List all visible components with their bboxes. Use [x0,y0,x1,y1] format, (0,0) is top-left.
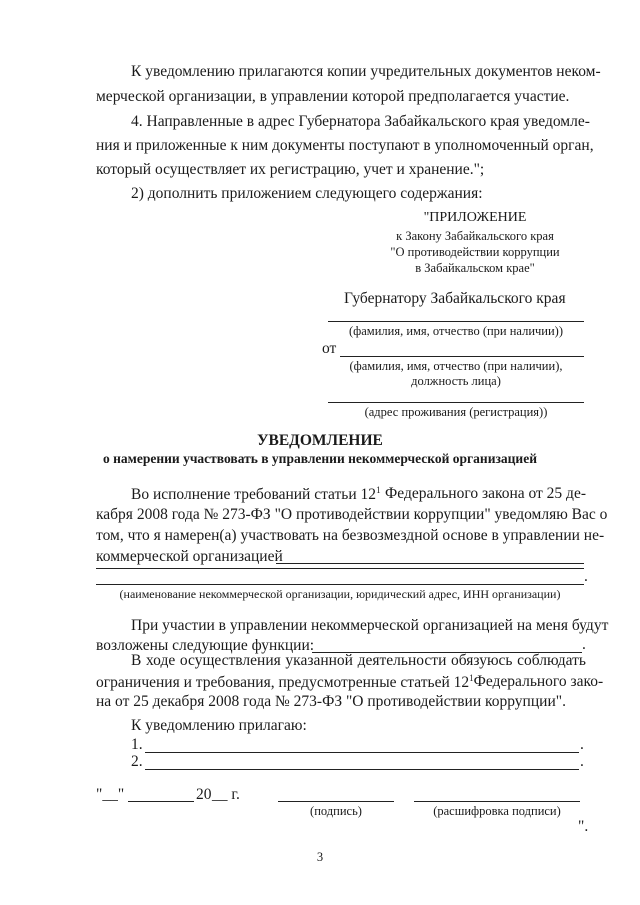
obligations-line-2b: Федерального зако- [473,673,604,690]
attachments-label: К уведомлению прилагаю: [131,717,307,734]
date-day: "__" [96,786,125,803]
notice-body-line-1a: Во исполнение требований статьи 12 [131,486,377,504]
from-line [340,356,584,357]
date-year-prefix: 20 [196,786,212,803]
attachment-2-line [145,769,579,770]
notice-body-line-4: коммерческой организацией [96,548,283,565]
caption-fio: (фамилия, имя, отчество (при наличии)) [348,324,563,338]
attachment-1-dot: . [580,736,584,753]
notice-title: УВЕДОМЛЕНИЕ [257,432,383,449]
date-year-suffix: __ г. [212,786,240,803]
from-label: от [322,340,337,357]
address-line [328,402,584,403]
caption-fio-position-1: (фамилия, имя, отчество (при наличии), [349,359,563,373]
notice-subtitle: о намерении участвовать в управлении некоммерческой организацией [103,451,537,466]
attachment-1-line [145,752,579,753]
obligations-line-2a: ограничения и требования, предусмотренные статьей 12 [96,674,470,692]
amendment-item-2: 2) дополнить приложением следующего содержания: [131,185,483,202]
org-name-line-3 [96,584,584,585]
notice-body-line-2: кабря 2008 года № 273-ФЗ "О противодействии коррупции" уведомляю Вас о [96,506,608,523]
intro-line-1: К уведомлению прилагаются копии учредительных документов неком- [131,63,601,80]
functions-line-1: При участии в управлении некоммерческой организацией на меня будут [131,617,609,634]
paragraph-4-line-3: который осуществляет их регистрацию, учет и хранение."; [96,161,485,178]
attachment-2-dot: . [580,753,584,770]
notice-body-superscript: 1 [376,485,381,495]
fio-line [328,321,584,322]
intro-line-2: мерческой организации, в управлении которой предполагается участие. [96,88,570,105]
closing-quote: ". [578,818,589,835]
paragraph-4-line-1: 4. Направленные в адрес Губернатора Забайкальского края уведомле- [131,113,590,130]
functions-end-dot: . [582,636,586,653]
caption-fio-position-2: должность лица) [411,374,501,388]
obligations-line-3: на от 25 декабря 2008 года № 273-ФЗ "О противодействии коррупции". [96,693,566,710]
caption-signature-decode: (расшифровка подписи) [433,804,561,818]
appendix-line-2: к Закону Забайкальского края [396,229,554,243]
appendix-line-4: в Забайкальском крае" [415,261,535,275]
appendix-title: "ПРИЛОЖЕНИЕ [423,210,527,225]
signature-line [278,801,394,802]
attachment-2-number: 2. [131,753,143,770]
addressee-to: Губернатору Забайкальского края [344,290,566,307]
signature-decode-line [414,801,580,802]
obligations-superscript: 1 [469,673,474,683]
appendix-line-3: "О противодействии коррупции [390,245,560,259]
org-name-line-1 [276,563,584,564]
functions-line-2: возложены следующие функции: [96,637,315,654]
paragraph-4-line-2: ния и приложенные к ним документы поступают в уполномоченный орган, [96,137,594,154]
notice-body-line-3: том, что я намерен(а) участвовать на безвозмездной основе в управлении не- [96,527,605,544]
org-name-line-2 [96,568,584,569]
org-name-end-dot: . [584,568,588,585]
obligations-line-1: В ходе осуществления указанной деятельности обязуюсь соблюдать [131,652,586,669]
date-month-line [128,801,194,802]
page-number: 3 [316,850,324,864]
caption-org: (наименование некоммерческой организации, юридический адрес, ИНН организации) [119,587,561,601]
caption-address: (адрес проживания (регистрация)) [364,405,548,419]
notice-body-line-1b: Федерального закона от 25 де- [385,485,586,502]
attachment-1-number: 1. [131,736,143,753]
caption-signature: (подпись) [310,804,362,818]
obligations-line-2 [96,673,604,692]
notice-body-line-1 [131,485,586,504]
